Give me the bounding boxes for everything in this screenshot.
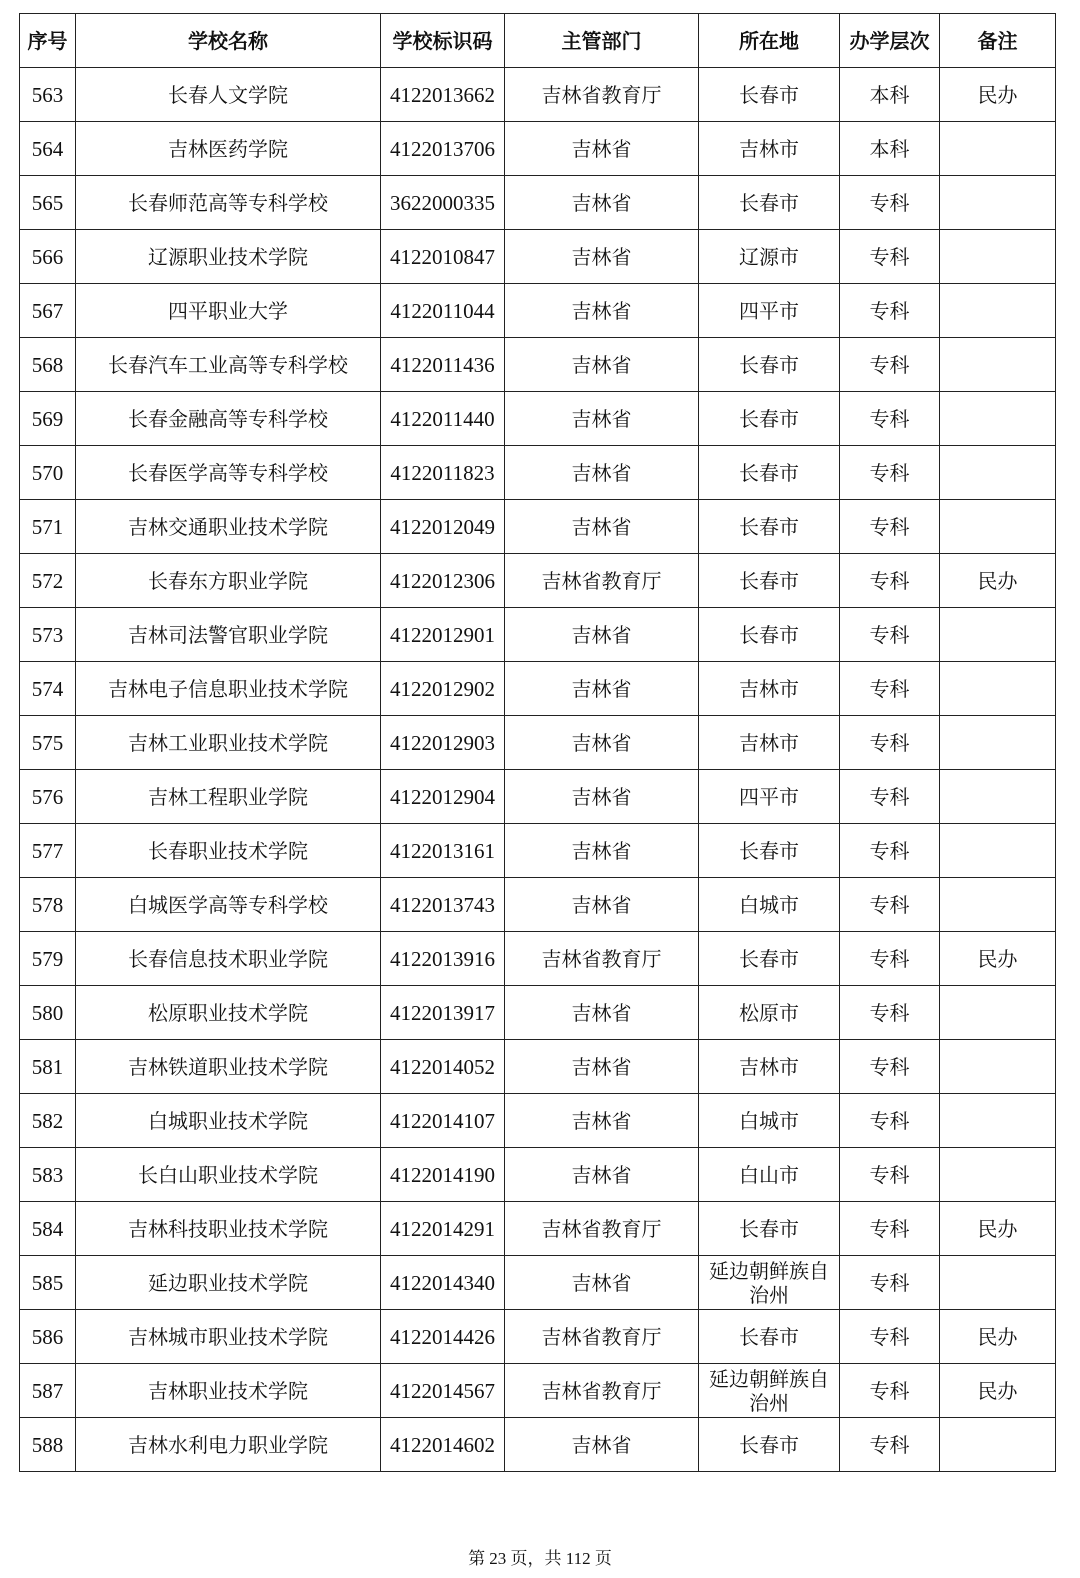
cell-level: 专科 [840, 284, 940, 338]
table-row [20, 662, 1056, 716]
header-level: 办学层次 [840, 14, 940, 68]
table-row [20, 1256, 1056, 1310]
cell-location: 长春市 [699, 68, 840, 122]
cell-school-code: 4122012904 [381, 770, 505, 824]
cell-location: 长春市 [699, 338, 840, 392]
cell-department: 吉林省 [505, 662, 699, 716]
table-row [20, 932, 1056, 986]
cell-department: 吉林省 [505, 1094, 699, 1148]
cell-school-code: 4122014052 [381, 1040, 505, 1094]
cell-school-code: 4122011044 [381, 284, 505, 338]
cell-school-code: 4122014340 [381, 1256, 505, 1310]
cell-department: 吉林省教育厅 [505, 1310, 699, 1364]
cell-location: 长春市 [699, 608, 840, 662]
cell-level: 专科 [840, 1310, 940, 1364]
cell-remark [940, 1256, 1056, 1310]
cell-department: 吉林省教育厅 [505, 1364, 699, 1418]
table-row [20, 122, 1056, 176]
cell-school-name: 辽源职业技术学院 [76, 230, 381, 284]
cell-remark: 民办 [940, 1310, 1056, 1364]
cell-location: 长春市 [699, 1310, 840, 1364]
cell-school-name: 白城医学高等专科学校 [76, 878, 381, 932]
table-row [20, 878, 1056, 932]
cell-location: 长春市 [699, 500, 840, 554]
cell-school-name: 长春信息技术职业学院 [76, 932, 381, 986]
cell-index: 583 [20, 1148, 76, 1202]
cell-department: 吉林省教育厅 [505, 932, 699, 986]
cell-remark [940, 500, 1056, 554]
cell-level: 专科 [840, 446, 940, 500]
cell-location: 长春市 [699, 824, 840, 878]
cell-department: 吉林省 [505, 1148, 699, 1202]
cell-department: 吉林省 [505, 176, 699, 230]
table-row [20, 986, 1056, 1040]
table-row [20, 1094, 1056, 1148]
cell-school-code: 4122011436 [381, 338, 505, 392]
table-row [20, 608, 1056, 662]
cell-remark [940, 770, 1056, 824]
table-row [20, 338, 1056, 392]
cell-location: 吉林市 [699, 716, 840, 770]
cell-school-name: 吉林电子信息职业技术学院 [76, 662, 381, 716]
cell-location: 四平市 [699, 284, 840, 338]
cell-school-name: 吉林工程职业学院 [76, 770, 381, 824]
cell-remark [940, 986, 1056, 1040]
table-row [20, 68, 1056, 122]
cell-location: 延边朝鲜族自治州 [699, 1256, 840, 1310]
cell-department: 吉林省 [505, 446, 699, 500]
cell-level: 专科 [840, 716, 940, 770]
cell-school-name: 吉林交通职业技术学院 [76, 500, 381, 554]
cell-location: 长春市 [699, 176, 840, 230]
cell-location: 长春市 [699, 554, 840, 608]
cell-index: 572 [20, 554, 76, 608]
cell-remark [940, 662, 1056, 716]
cell-remark [940, 1148, 1056, 1202]
cell-level: 专科 [840, 500, 940, 554]
cell-school-name: 吉林司法警官职业学院 [76, 608, 381, 662]
cell-school-name: 长春职业技术学院 [76, 824, 381, 878]
cell-school-code: 4122012901 [381, 608, 505, 662]
cell-index: 575 [20, 716, 76, 770]
cell-remark [940, 446, 1056, 500]
cell-location: 延边朝鲜族自治州 [699, 1364, 840, 1418]
table-row [20, 284, 1056, 338]
cell-department: 吉林省 [505, 986, 699, 1040]
header-school-code: 学校标识码 [381, 14, 505, 68]
cell-index: 573 [20, 608, 76, 662]
cell-school-code: 4122014291 [381, 1202, 505, 1256]
header-index: 序号 [20, 14, 76, 68]
cell-index: 580 [20, 986, 76, 1040]
cell-level: 专科 [840, 986, 940, 1040]
cell-level: 专科 [840, 392, 940, 446]
table-row [20, 176, 1056, 230]
cell-school-code: 4122012306 [381, 554, 505, 608]
cell-school-name: 松原职业技术学院 [76, 986, 381, 1040]
cell-remark: 民办 [940, 1202, 1056, 1256]
cell-department: 吉林省 [505, 338, 699, 392]
cell-index: 587 [20, 1364, 76, 1418]
cell-school-code: 4122013706 [381, 122, 505, 176]
cell-department: 吉林省 [505, 608, 699, 662]
cell-school-name: 吉林医药学院 [76, 122, 381, 176]
cell-department: 吉林省教育厅 [505, 68, 699, 122]
cell-index: 581 [20, 1040, 76, 1094]
cell-department: 吉林省教育厅 [505, 1202, 699, 1256]
cell-index: 584 [20, 1202, 76, 1256]
cell-remark [940, 392, 1056, 446]
cell-level: 专科 [840, 1256, 940, 1310]
table-row [20, 1202, 1056, 1256]
cell-school-code: 3622000335 [381, 176, 505, 230]
table-row [20, 446, 1056, 500]
cell-department: 吉林省 [505, 878, 699, 932]
cell-department: 吉林省教育厅 [505, 554, 699, 608]
cell-index: 585 [20, 1256, 76, 1310]
header-location: 所在地 [699, 14, 840, 68]
cell-school-code: 4122011823 [381, 446, 505, 500]
cell-remark [940, 824, 1056, 878]
cell-school-name: 吉林铁道职业技术学院 [76, 1040, 381, 1094]
cell-level: 专科 [840, 176, 940, 230]
cell-school-code: 4122013743 [381, 878, 505, 932]
cell-level: 专科 [840, 608, 940, 662]
cell-remark: 民办 [940, 68, 1056, 122]
table-row [20, 1148, 1056, 1202]
cell-school-name: 长春医学高等专科学校 [76, 446, 381, 500]
cell-level: 专科 [840, 770, 940, 824]
header-row [20, 14, 1056, 68]
table-row [20, 716, 1056, 770]
cell-school-name: 吉林城市职业技术学院 [76, 1310, 381, 1364]
cell-remark: 民办 [940, 554, 1056, 608]
cell-location: 长春市 [699, 1202, 840, 1256]
cell-school-name: 四平职业大学 [76, 284, 381, 338]
cell-school-name: 长春师范高等专科学校 [76, 176, 381, 230]
cell-location: 长春市 [699, 932, 840, 986]
cell-school-code: 4122012049 [381, 500, 505, 554]
cell-school-code: 4122010847 [381, 230, 505, 284]
cell-location: 辽源市 [699, 230, 840, 284]
table-row [20, 1418, 1056, 1472]
cell-department: 吉林省 [505, 500, 699, 554]
cell-index: 579 [20, 932, 76, 986]
table-row [20, 500, 1056, 554]
cell-level: 专科 [840, 662, 940, 716]
table-body [20, 68, 1056, 1472]
cell-department: 吉林省 [505, 1040, 699, 1094]
header-school-name: 学校名称 [76, 14, 381, 68]
cell-department: 吉林省 [505, 122, 699, 176]
cell-school-name: 吉林水利电力职业学院 [76, 1418, 381, 1472]
cell-school-name: 吉林科技职业技术学院 [76, 1202, 381, 1256]
cell-location: 吉林市 [699, 662, 840, 716]
cell-school-code: 4122013662 [381, 68, 505, 122]
cell-index: 586 [20, 1310, 76, 1364]
cell-level: 专科 [840, 554, 940, 608]
page-footer: 第 23 页，共 112 页 [468, 1549, 612, 1568]
cell-index: 563 [20, 68, 76, 122]
cell-index: 567 [20, 284, 76, 338]
cell-department: 吉林省 [505, 1418, 699, 1472]
cell-location: 松原市 [699, 986, 840, 1040]
cell-index: 569 [20, 392, 76, 446]
cell-remark [940, 230, 1056, 284]
cell-index: 582 [20, 1094, 76, 1148]
cell-remark [940, 1040, 1056, 1094]
cell-level: 专科 [840, 1040, 940, 1094]
cell-school-code: 4122014602 [381, 1418, 505, 1472]
cell-level: 专科 [840, 824, 940, 878]
cell-level: 专科 [840, 1418, 940, 1472]
cell-location: 白城市 [699, 1094, 840, 1148]
cell-level: 专科 [840, 1202, 940, 1256]
cell-remark [940, 122, 1056, 176]
cell-level: 专科 [840, 878, 940, 932]
school-table [19, 13, 1056, 1472]
cell-level: 专科 [840, 1094, 940, 1148]
cell-remark [940, 1418, 1056, 1472]
cell-department: 吉林省 [505, 230, 699, 284]
cell-school-code: 4122012903 [381, 716, 505, 770]
cell-department: 吉林省 [505, 1256, 699, 1310]
cell-department: 吉林省 [505, 824, 699, 878]
cell-remark [940, 1094, 1056, 1148]
cell-index: 577 [20, 824, 76, 878]
cell-index: 568 [20, 338, 76, 392]
cell-department: 吉林省 [505, 392, 699, 446]
cell-location: 长春市 [699, 392, 840, 446]
cell-level: 专科 [840, 338, 940, 392]
cell-department: 吉林省 [505, 284, 699, 338]
cell-school-code: 4122014426 [381, 1310, 505, 1364]
cell-location: 吉林市 [699, 122, 840, 176]
cell-school-name: 长春金融高等专科学校 [76, 392, 381, 446]
cell-department: 吉林省 [505, 770, 699, 824]
cell-level: 专科 [840, 1364, 940, 1418]
table-row [20, 554, 1056, 608]
cell-school-name: 长春汽车工业高等专科学校 [76, 338, 381, 392]
cell-index: 566 [20, 230, 76, 284]
cell-location: 长春市 [699, 446, 840, 500]
cell-location: 白城市 [699, 878, 840, 932]
cell-school-name: 白城职业技术学院 [76, 1094, 381, 1148]
cell-index: 578 [20, 878, 76, 932]
cell-index: 576 [20, 770, 76, 824]
cell-location: 长春市 [699, 1418, 840, 1472]
cell-level: 专科 [840, 230, 940, 284]
cell-remark: 民办 [940, 932, 1056, 986]
table-row [20, 1364, 1056, 1418]
cell-remark [940, 878, 1056, 932]
cell-school-code: 4122014190 [381, 1148, 505, 1202]
cell-school-name: 吉林工业职业技术学院 [76, 716, 381, 770]
cell-level: 本科 [840, 122, 940, 176]
cell-remark: 民办 [940, 1364, 1056, 1418]
cell-school-name: 吉林职业技术学院 [76, 1364, 381, 1418]
cell-school-code: 4122013916 [381, 932, 505, 986]
cell-remark [940, 716, 1056, 770]
table-row [20, 230, 1056, 284]
cell-location: 白山市 [699, 1148, 840, 1202]
cell-remark [940, 608, 1056, 662]
cell-index: 570 [20, 446, 76, 500]
cell-school-name: 长春东方职业学院 [76, 554, 381, 608]
cell-school-code: 4122014567 [381, 1364, 505, 1418]
table-row [20, 824, 1056, 878]
cell-index: 564 [20, 122, 76, 176]
cell-level: 专科 [840, 1148, 940, 1202]
cell-level: 专科 [840, 932, 940, 986]
cell-remark [940, 176, 1056, 230]
header-remark: 备注 [940, 14, 1056, 68]
cell-location: 四平市 [699, 770, 840, 824]
cell-department: 吉林省 [505, 716, 699, 770]
table-row [20, 1310, 1056, 1364]
cell-school-name: 长春人文学院 [76, 68, 381, 122]
cell-school-code: 4122013917 [381, 986, 505, 1040]
table-row [20, 770, 1056, 824]
cell-school-name: 长白山职业技术学院 [76, 1148, 381, 1202]
cell-school-code: 4122011440 [381, 392, 505, 446]
cell-level: 本科 [840, 68, 940, 122]
cell-index: 571 [20, 500, 76, 554]
header-department: 主管部门 [505, 14, 699, 68]
cell-school-name: 延边职业技术学院 [76, 1256, 381, 1310]
table-row [20, 392, 1056, 446]
cell-school-code: 4122012902 [381, 662, 505, 716]
cell-school-code: 4122014107 [381, 1094, 505, 1148]
cell-remark [940, 284, 1056, 338]
cell-location: 吉林市 [699, 1040, 840, 1094]
cell-index: 565 [20, 176, 76, 230]
cell-school-code: 4122013161 [381, 824, 505, 878]
table-row [20, 1040, 1056, 1094]
cell-remark [940, 338, 1056, 392]
cell-index: 574 [20, 662, 76, 716]
cell-index: 588 [20, 1418, 76, 1472]
